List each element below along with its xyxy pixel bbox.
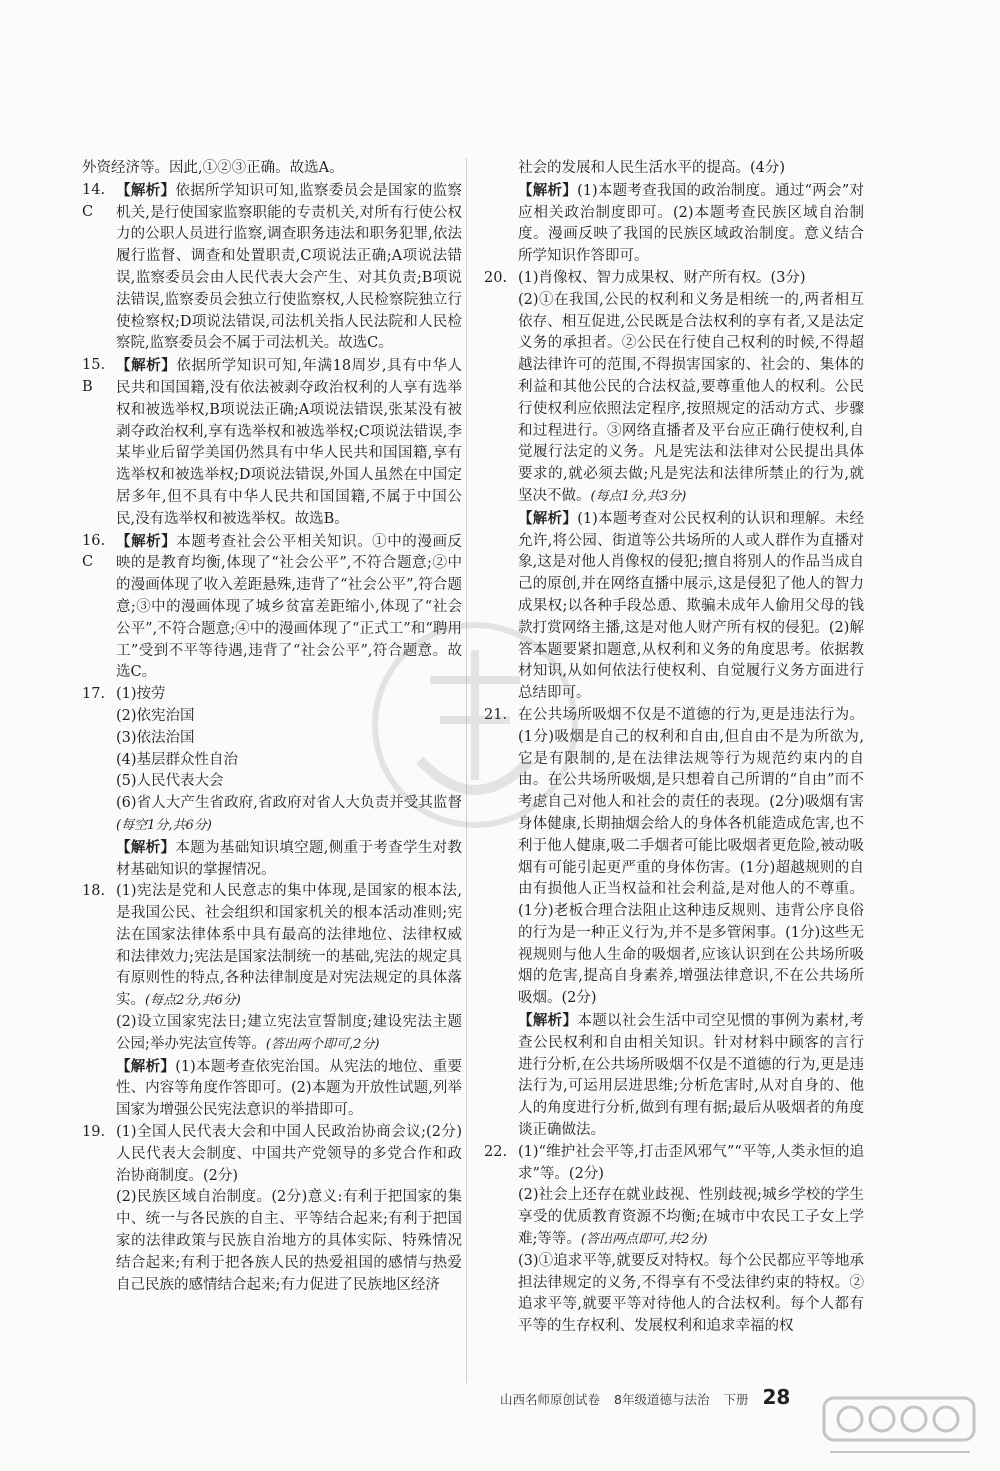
score-note: (答出两点即可,共2分) bbox=[580, 1232, 708, 1248]
answer-line: (6)省人大产生省政府,省政府对省人大负责并受其监督 bbox=[116, 795, 462, 812]
column-divider bbox=[466, 158, 467, 1383]
answer-text: (1)宪法是党和人民意志的集中体现,是国家的根本法,是我国公民、社会组织和国家机关的根本活动准则;宪法在国家法律体系中具有最高的法律地位、法律权威和法律效力;宪法是国家法制统一的基础,宪法的规定具有原则性的特点,各种法律制度是对宪法规定的具体落实。 bbox=[116, 883, 462, 1009]
answer-number: 15. B bbox=[82, 357, 106, 395]
analysis-tag: 【解析】 bbox=[116, 532, 177, 550]
answer-17 bbox=[82, 684, 462, 881]
answer-text: (3)①追求平等,就要反对特权。每个公民都应平等地承担法律规定的义务,不得享有不受法律约束的特权。②追求平等,就要平等对待他人的合法权利。每个人都有平等的生存权利、发展权利和追求幸福的权 bbox=[518, 1252, 864, 1335]
answer-text: 依据所学知识可知,年满18周岁,具有中华人民共和国国籍,没有依法被剥夺政治权利的人享有选举权和被选举权,B项说法正确;A项说法错误,张某没有被剥夺政治权利,享有选举权和被选举权;C项说法错误,李某毕业后留学美国仍然具有中华人民共和国国籍,享有选举权和被选举权;D项说法错误,外国人虽然在中国定居多年,但不具有中华人民共和国国籍,不属于中国公民,没有选举权和被选举权。故选B。 bbox=[116, 358, 462, 527]
analysis-tag: 【解析】 bbox=[116, 357, 177, 375]
answer-text: (1)“维护社会平等,打击歪风邪气”“平等,人类永恒的追求”等。(2分) bbox=[518, 1143, 864, 1182]
left-column bbox=[82, 158, 462, 1296]
analysis-tag: 【解析】 bbox=[116, 181, 176, 199]
answer-text: (2)设立国家宪法日;建立宪法宣誓制度;建设宪法主题公园;举办宪法宣传等。 bbox=[116, 1014, 462, 1052]
analysis-tag: 【解析】 bbox=[116, 838, 176, 856]
answer-22 bbox=[484, 1142, 864, 1338]
score-note: (每空1分,共6分) bbox=[116, 817, 212, 833]
answer-number: 18. bbox=[82, 883, 106, 900]
analysis-text: (1)本题考查对公民权利的认识和理解。未经允许,将公园、街道等公共场所的人或人群作为直播对象,这是对他人肖像权的侵犯;擅自将别人的作品当成自己的原创,并在网络直播中展示,这是侵犯了他人的智力成果权;以各种手段怂恿、欺骗未成年人偷用父母的钱款打赏网络主播,这是对他人财产所有权的侵犯。(2)解答本题要紧扣题意,从权利和义务的角度思考。依据教材知识,从如何依法行使权利、自觉履行义务方面进行总结即可。 bbox=[518, 510, 865, 702]
score-note: (答出两个即可,2分) bbox=[265, 1036, 380, 1052]
footer-subject: 8年级道德与法治 bbox=[614, 1392, 710, 1407]
answer-16 bbox=[82, 531, 462, 685]
answer-number: 14. C bbox=[82, 181, 106, 220]
analysis-text: (1)本题考查依宪治国。从宪法的地位、重要性、内容等角度作答即可。(2)本题为开放性试题,列举国家为增强公民宪法意识的举措即可。 bbox=[116, 1058, 463, 1119]
analysis-tag: 【解析】 bbox=[518, 509, 578, 527]
right-column bbox=[484, 158, 864, 1338]
footer-series: 山西名师原创试卷 bbox=[500, 1392, 601, 1407]
answer-line: (5)人民代表大会 bbox=[116, 773, 224, 790]
lead-text: 外资经济等。因此,①②③正确。故选A。 bbox=[82, 160, 344, 176]
answer-text: (2)民族区域自治制度。(2分)意义:有利于把国家的集中、统一与各民族的自主、平等结合起来;有利于把国家的法律政策与民族自治地方的具体实际、特殊情况结合起来;有利于把各族人民的热爱祖国的感情与热爱自己民族的感情结合起来;有力促进了民族地区经济 bbox=[116, 1189, 462, 1293]
answer-21 bbox=[484, 705, 864, 1142]
answer-line: (4)基层群众性自治 bbox=[116, 751, 239, 768]
answer-number: 21. bbox=[484, 706, 508, 723]
answer-number: 16. C bbox=[82, 532, 106, 571]
analysis-tag: 【解析】 bbox=[518, 1012, 578, 1030]
score-note: (每点1分,共3分) bbox=[590, 488, 687, 504]
footer-volume: 下册 bbox=[723, 1392, 749, 1407]
answer-text: (1)全国人民代表大会和中国人民政治协商会议;(2分)人民代表大会制度、中国共产党领导的多党合作和政治协商制度。(2分) bbox=[116, 1124, 462, 1184]
analysis-tag: 【解析】 bbox=[116, 1057, 176, 1075]
answer-text: (2)社会上还存在就业歧视、性别歧视;城乡学校的学生享受的优质教育资源不均衡;在城市中农民工子女上学难;等等。 bbox=[518, 1187, 864, 1248]
answer-15 bbox=[82, 355, 462, 530]
analysis-text: 本题以社会生活中司空见惯的事例为素材,考查公民权利和自由相关知识。针对材料中顾客的言行进行分析,在公共场所吸烟不仅是不道德的行为,更是违法行为,可运用层进思维;分析危害时,从对自身的、他人的角度进行分析,做到有理有据;最后从吸烟者的角度谈正确做法。 bbox=[518, 1013, 865, 1139]
answer-text: (1)肖像权、智力成果权、财产所有权。(3分) bbox=[518, 269, 806, 286]
answer-text: 依据所学知识可知,监察委员会是国家的监察机关,是行使国家监察职能的专责机关,对所有行使公权力的公职人员进行监察,调查职务违法和职务犯罪,依法履行监督、调查和处置职责,C项说法正确;A项说法错误,监察委员会由人民代表大会产生、对其负责;B项说法错误,监察委员会独立行使监察权,人民检察院独立行使检察权;D项说法错误,司法机关指人民法院和人民检察院,监察委员会不属于司法机关。故选C。 bbox=[116, 182, 463, 352]
answer-20 bbox=[484, 268, 864, 705]
answer-18 bbox=[82, 881, 462, 1122]
answer-number: 22. bbox=[484, 1143, 508, 1160]
answer-number: 20. bbox=[484, 269, 508, 286]
page-number: 28 bbox=[762, 1385, 791, 1409]
answer-19-continued bbox=[484, 158, 864, 268]
answer-number: 19. bbox=[82, 1124, 106, 1141]
analysis-tag: 【解析】 bbox=[518, 181, 578, 199]
site-logo-icon bbox=[820, 1390, 980, 1460]
answer-line: (3)依法治国 bbox=[116, 729, 195, 746]
analysis-text: 本题为基础知识填空题,侧重于考查学生对教材基础知识的掌握情况。 bbox=[116, 839, 463, 878]
answer-line: (2)依宪治国 bbox=[116, 707, 195, 724]
answer-line: (1)按劳 bbox=[116, 686, 166, 703]
answer-text: (2)①在我国,公民的权利和义务是相统一的,两者相互依存、相互促进,公民既是合法权利的享有者,又是法定义务的承担者。②公民在行使自己权利的时候,不得超越法律许可的范围,不得损害国家的、社会的、集体的利益和其他公民的合法权益,要尊重他人的权利。公民行使权利应依照法定程序,按照规定的活动方式、步骤和过程进行。③网络直播者及平台应正确行使权利,自觉履行法定的义务。凡是宪法和法律对公民提出具体要求的,就必须去做;凡是宪法和法律所禁止的行为,就坚决不做。 bbox=[518, 291, 864, 504]
answer-19 bbox=[82, 1122, 462, 1296]
answer-text: 在公共场所吸烟不仅是不道德的行为,更是违法行为。(1分)吸烟是自己的权利和自由,但自由不是为所欲为,它是有限制的,是在法律法规等行为规范约束内的自由。在公共场所吸烟,是只想着自己所谓的“自由”而不考虑自己对他人和社会的责任的表现。(2分)吸烟有害身体健康,长期抽烟会给人的身体各机能造成危害,也不利于他人健康,吸二手烟者可能比吸烟者更危险,被动吸烟有可能引起更严重的身体伤害。(1分)超越规则的自由有损他人正当权益和社会利益,是对他人的不尊重。(1分)老板合理合法阻止这种违反规则、违背公序良俗的行为是一种正义行为,并不是多管闲事。(1分)这些无视规则与他人生命的吸烟者,应该认识到在公共场所吸烟的危害,提高自身素养,增强法律意识,不在公共场所吸烟。(2分) bbox=[518, 706, 864, 1007]
answer-number: 17. bbox=[82, 686, 106, 703]
answer-text: 社会的发展和人民生活水平的提高。(4分) bbox=[518, 160, 786, 176]
score-note: (每点2分,共6分) bbox=[145, 993, 241, 1009]
answer-14 bbox=[82, 180, 462, 355]
analysis-text: (1)本题考查我国的政治制度。通过“两会”对应相关政治制度即可。(2)本题考查民族区域自治制度。漫画反映了我国的民族区域政治制度。意义结合所学知识作答即可。 bbox=[518, 182, 865, 265]
answer-text: 本题考查社会公平相关知识。①中的漫画反映的是教育均衡,体现了“社会公平”,不符合题意;②中的漫画体现了收入差距悬殊,违背了“社会公平”,符合题意;③中的漫画体现了城乡贫富差距缩小,体现了“社会公平”,不符合题意;④中的漫画体现了“正式工”和“聘用工”受到不平等待遇,违背了“社会公平”,符合题意。故选C。 bbox=[116, 533, 463, 681]
